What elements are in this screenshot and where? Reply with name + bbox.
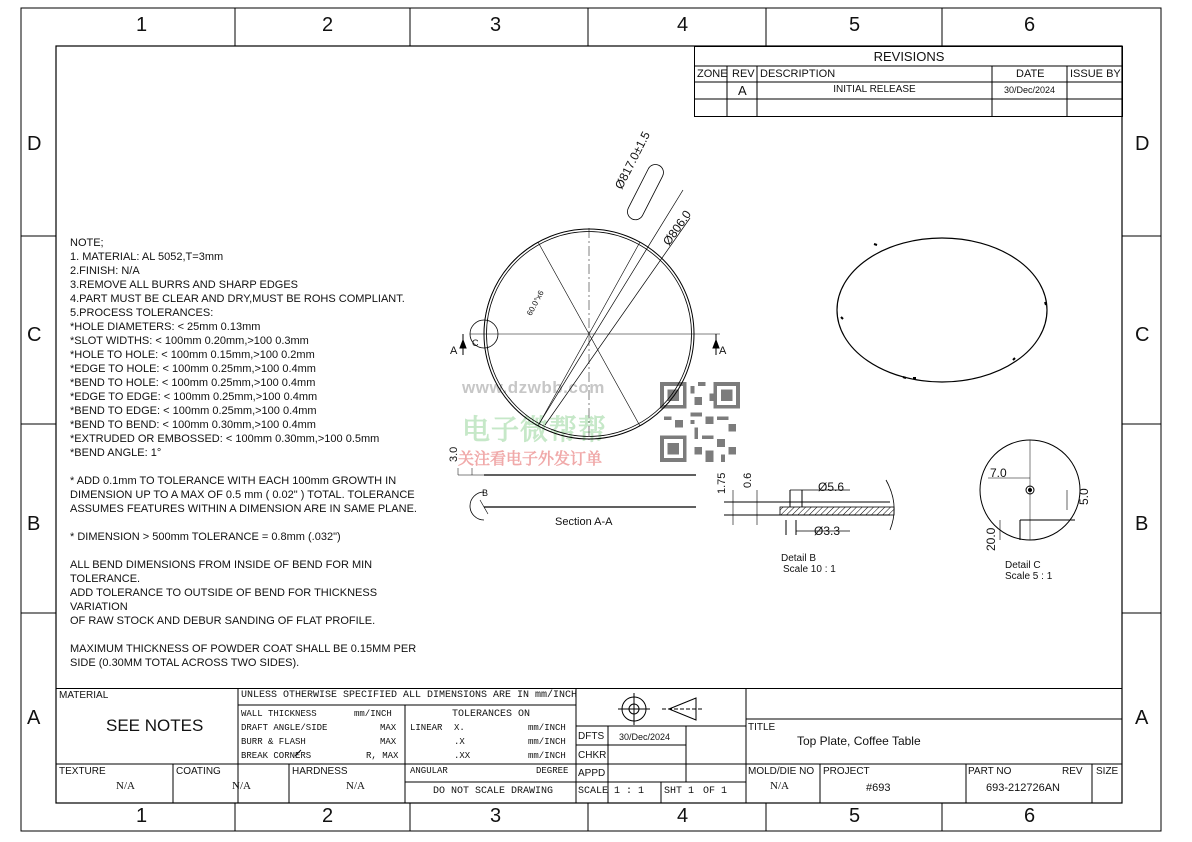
hardness-value: N/A bbox=[346, 780, 365, 792]
note-line: VARIATION bbox=[70, 601, 128, 613]
row-label: A bbox=[27, 707, 41, 729]
row-label: D bbox=[27, 133, 42, 155]
tol-xx: .X bbox=[454, 737, 465, 747]
note-line: OF RAW STOCK AND DEBUR SANDING OF FLAT PROFILE. bbox=[70, 615, 376, 627]
note-line: 1. MATERIAL: AL 5052,T=3mm bbox=[70, 251, 224, 263]
part-no-label: PART NO bbox=[968, 766, 1012, 777]
sheet-number: SHT 1 bbox=[664, 786, 695, 797]
mold-label: MOLD/DIE NO bbox=[748, 766, 815, 777]
note-line: ALL BEND DIMENSIONS FROM INSIDE OF BEND FOR MIN bbox=[70, 559, 373, 571]
part-no-value: 693-212726AN bbox=[986, 782, 1061, 794]
note-line: *SLOT WIDTHS: < 100mm 0.20mm,>100 0.3mm bbox=[70, 335, 309, 347]
texture-value: N/A bbox=[116, 780, 135, 792]
watermark-url: www.dzwbb.com bbox=[462, 378, 605, 397]
watermark-brand: 电子微帮帮 bbox=[462, 414, 608, 445]
dim-diameter-inner: Ø806.0 bbox=[660, 207, 695, 249]
detail-c-dim-d2: 5.0 bbox=[1077, 488, 1091, 505]
note-line: SIDE (0.30MM TOTAL ACROSS TWO SIDES). bbox=[70, 657, 300, 669]
draft-angle-value: MAX bbox=[380, 723, 397, 733]
watermark-slogan: 关注看电子外发订单 bbox=[458, 451, 603, 468]
appd-label: APPD bbox=[578, 768, 606, 779]
col-label: 3 bbox=[490, 805, 502, 827]
wall-thickness-unit: mm/INCH bbox=[354, 709, 392, 719]
detail-b-dim-d2: Ø3.3 bbox=[814, 524, 841, 538]
rev-row-rev: A bbox=[738, 83, 747, 98]
note-line: *EXTRUDED OR EMBOSSED: < 100mm 0.30mm,>100 0.5mm bbox=[70, 433, 380, 445]
title-value: Top Plate, Coffee Table bbox=[797, 734, 921, 748]
col-label: 4 bbox=[677, 805, 689, 827]
angular-label: ANGULAR bbox=[410, 766, 448, 776]
col-label: 6 bbox=[1024, 14, 1036, 36]
draft-angle-label: DRAFT ANGLE/SIDE bbox=[241, 723, 328, 733]
note-line: DIMENSION UP TO A MAX OF 0.5 mm ( 0.02" ) TOTAL. TOLERANCE bbox=[70, 489, 415, 501]
note-line: ADD TOLERANCE TO OUTSIDE OF BEND FOR THICKNESS bbox=[70, 587, 378, 599]
section-mark-left: A bbox=[450, 345, 458, 357]
hardness-label: HARDNESS bbox=[292, 766, 348, 777]
break-corners-label: BREAK CORNERS bbox=[241, 751, 312, 761]
dfts-label: DFTS bbox=[578, 731, 605, 742]
scale-value: SCALE 1 : 1 bbox=[578, 786, 645, 797]
rev-header-description: DESCRIPTION bbox=[760, 68, 836, 80]
section-mark-right: A bbox=[719, 345, 727, 357]
col-label: 1 bbox=[136, 805, 148, 827]
note-line: * DIMENSION > 500mm TOLERANCE = 0.8mm (.032") bbox=[70, 531, 341, 543]
do-not-scale-note: DO NOT SCALE DRAWING bbox=[433, 786, 554, 797]
coating-value: N/A bbox=[232, 780, 251, 792]
note-line: NOTE; bbox=[70, 237, 104, 249]
row-label: B bbox=[27, 513, 41, 535]
wall-thickness-label: WALL THICKNESS bbox=[241, 709, 317, 719]
detail-b-label: Detail B bbox=[781, 553, 817, 564]
burr-flash-label: BURR & FLASH bbox=[241, 737, 306, 747]
revisions-title: REVISIONS bbox=[873, 49, 945, 64]
detail-b-dim-h2: 0.6 bbox=[742, 472, 754, 488]
tol-unit-1: mm/INCH bbox=[528, 723, 566, 733]
note-line: MAXIMUM THICKNESS OF POWDER COAT SHALL BE 0.15MM PER bbox=[70, 643, 417, 655]
note-line: 2.FINISH: N/A bbox=[70, 265, 140, 277]
rev-header-date: DATE bbox=[1016, 68, 1045, 80]
note-line: *BEND TO HOLE: < 100mm 0.25mm,>100 0.4mm bbox=[70, 377, 316, 389]
note-line: *EDGE TO EDGE: < 100mm 0.25mm,>100 0.4mm bbox=[70, 391, 318, 403]
note-line: *EDGE TO HOLE: < 100mm 0.25mm,>100 0.4mm bbox=[70, 363, 316, 375]
col-label: 5 bbox=[849, 14, 861, 36]
row-label: C bbox=[1135, 324, 1150, 346]
row-label: C bbox=[27, 324, 42, 346]
note-line: *BEND ANGLE: 1° bbox=[70, 447, 162, 459]
detail-c-callout: C bbox=[472, 338, 479, 348]
tol-xxx: .XX bbox=[454, 751, 471, 761]
angular-unit: DEGREE bbox=[536, 766, 569, 776]
row-label: D bbox=[1135, 133, 1150, 155]
detail-c-dim-d1: 7.0 bbox=[990, 466, 1007, 480]
material-label: MATERIAL bbox=[59, 690, 109, 701]
tol-unit-2: mm/INCH bbox=[528, 737, 566, 747]
material-value: SEE NOTES bbox=[106, 716, 204, 735]
coating-label: COATING bbox=[176, 766, 221, 777]
col-label: 3 bbox=[490, 14, 502, 36]
chkr-label: CHKR bbox=[578, 750, 607, 761]
rev-row-date: 30/Dec/2024 bbox=[1003, 85, 1056, 95]
rev-row-description: INITIAL RELEASE bbox=[833, 84, 916, 95]
col-label: 2 bbox=[322, 14, 334, 36]
dfts-date: 30/Dec/2024 bbox=[619, 732, 671, 742]
rev-header-issue-by: ISSUE BY bbox=[1070, 68, 1121, 80]
row-label: A bbox=[1135, 707, 1149, 729]
col-label: 5 bbox=[849, 805, 861, 827]
section-label: Section A-A bbox=[555, 516, 613, 528]
dim-angle: 60.0°x6 bbox=[525, 288, 546, 318]
detail-c-scale: Scale 5 : 1 bbox=[1005, 571, 1053, 582]
project-value: #693 bbox=[866, 782, 891, 794]
burr-flash-value: MAX bbox=[380, 737, 397, 747]
tol-x: X. bbox=[454, 723, 465, 733]
detail-b-dim-h1: 1.75 bbox=[716, 472, 728, 494]
note-line: 3.REMOVE ALL BURRS AND SHARP EDGES bbox=[70, 279, 299, 291]
note-line: TOLERANCE. bbox=[70, 573, 141, 585]
detail-c-dim-d3: 20.0 bbox=[984, 527, 998, 551]
rev-header-rev: REV bbox=[732, 68, 755, 80]
note-line: *HOLE DIAMETERS: < 25mm 0.13mm bbox=[70, 321, 261, 333]
detail-b-scale: Scale 10 : 1 bbox=[783, 564, 836, 575]
note-line: 5.PROCESS TOLERANCES: bbox=[70, 307, 214, 319]
note-line: 4.PART MUST BE CLEAR AND DRY,MUST BE ROHS COMPLIANT. bbox=[70, 293, 405, 305]
title-block bbox=[56, 688, 1122, 803]
rev-label: REV bbox=[1062, 766, 1083, 777]
note-line: * ADD 0.1mm TO TOLERANCE WITH EACH 100mm GROWTH IN bbox=[70, 475, 397, 487]
detail-b-callout: B bbox=[482, 488, 489, 498]
note-line: *HOLE TO HOLE: < 100mm 0.15mm,>100 0.2mm bbox=[70, 349, 315, 361]
detail-c-label: Detail C bbox=[1005, 560, 1041, 571]
detail-b-dim-d1: Ø5.6 bbox=[818, 480, 845, 494]
unless-note: UNLESS OTHERWISE SPECIFIED ALL DIMENSIONS ARE IN mm/INCH bbox=[241, 690, 578, 701]
project-label: PROJECT bbox=[823, 766, 870, 777]
col-label: 2 bbox=[322, 805, 334, 827]
sheet-count: OF 1 bbox=[703, 786, 728, 797]
dim-diameter-outer: Ø817.0±1.5 bbox=[612, 129, 653, 192]
title-label: TITLE bbox=[748, 722, 776, 733]
col-label: 4 bbox=[677, 14, 689, 36]
note-line: ASSUMES FEATURES WITHIN A DIMENSION ARE IN SAME PLANE. bbox=[70, 503, 417, 515]
tol-unit-3: mm/INCH bbox=[528, 751, 566, 761]
row-label: B bbox=[1135, 513, 1149, 535]
tolerances-on-label: TOLERANCES ON bbox=[452, 709, 531, 720]
dim-thickness: 3.0 bbox=[448, 446, 460, 462]
rev-header-zone: ZONE bbox=[697, 68, 728, 80]
mold-value: N/A bbox=[770, 780, 789, 792]
size-label: SIZE bbox=[1096, 766, 1119, 777]
col-label: 6 bbox=[1024, 805, 1036, 827]
note-line: *BEND TO EDGE: < 100mm 0.25mm,>100 0.4mm bbox=[70, 405, 317, 417]
texture-label: TEXTURE bbox=[59, 766, 106, 777]
break-corners-value: R, MAX bbox=[366, 751, 399, 761]
note-line: *BEND TO BEND: < 100mm 0.30mm,>100 0.4mm bbox=[70, 419, 316, 431]
linear-label: LINEAR bbox=[410, 723, 443, 733]
col-label: 1 bbox=[136, 14, 148, 36]
